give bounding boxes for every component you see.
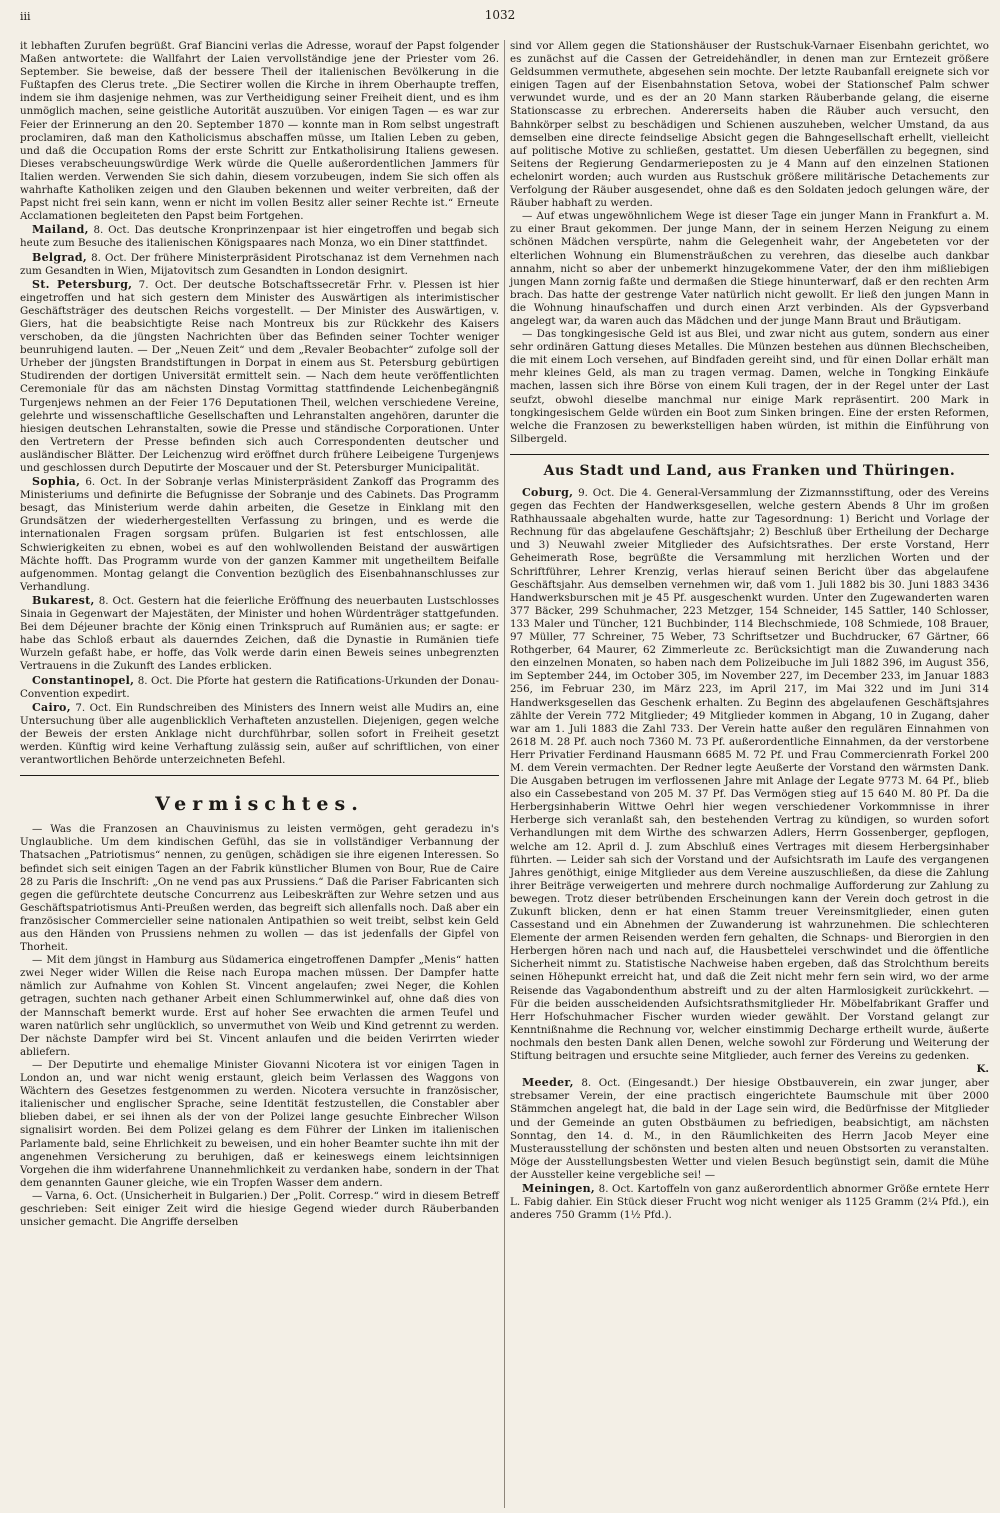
news-text: 8. Oct. Gestern hat die feierliche Eröffnung des neuerbauten Lustschlosses Sinaia in Gegenwart der Majestäten, der Minister und hohen Würdenträger stattgefunden. Bei dem Déjeuner brachte der König einen Trinkspruch auf Rumänien aus; er sagte: er habe das Schloß erbaut als dauerndes Zeichen, daß die Dynastie in Rumänien tiefe Wurzeln gefaßt habe, er hoffe, das Volk werde darin einen Beweis seines unbegrenzten Vertrauens in die Zukunft des Landes erblicken. <box>20 594 499 673</box>
news-text: 6. Oct. In der Sobranje verlas Ministerpräsident Zankoff das Programm des Ministeriums und definirte die Befugnisse der Sobranje und des Cabinets. Das Programm besagt, das Ministerium werde dahin arbeiten, die Gesetze in Einklang mit den Grundsätzen der wiederhergestellten Verfassung zu bringen, und es werde die internationalen Fragen sorgsam prüfen. Bulgarien ist fest entschlossen, alle Schwierigkeiten zu ebnen, wobei es auf den wohlwollenden Beistand der auswärtigen Mächte hofft. Das Programm wurde von der ganzen Kammer mit ungetheiltem Beifalle aufgenommen. Montag gelangt die Convention bezüglich des Eisenbahnanschlusses zur Verhandlung. <box>20 476 499 593</box>
news-text: 8. Oct. (Eingesandt.) Der hiesige Obstbauverein, ein zwar junger, aber strebsamer Verein, der eine practisch eingerichtete Baumschule mit über 2000 Stämmchen angelegt hat, die bald in der Lage sein wird, die Bedürfnisse der Mitglieder und der Gemeinde an guten Obstbäumen zu befriedigen, beabsichtigt, am nächsten Sonntag, den 14. d. M., in den Räumlichkeiten des Herrn Jacob Meyer eine Musterausstellung der schönsten und besten alten und neuen Obstsorten zu veranstalten. Möge der Ausstellungsbesten Wetter und vielen Besuch begünstigt sein, damit die Mühe der Aussteller keine vergebliche sei! — <box>510 1077 989 1181</box>
news-text: 8. Oct. Das deutsche Kronprinzenpaar ist hier eingetroffen und begab sich heute zum Besuche des italienischen Königspaares nach Monza, wo ein Diner stattfindet. <box>20 224 499 250</box>
dateline-place: Belgrad, <box>32 250 88 264</box>
dateline-place: Mailand, <box>32 223 89 237</box>
header-mark: iii <box>20 10 31 23</box>
local-news-item <box>510 1076 989 1182</box>
section-title-stadt-und-land: Aus Stadt und Land, aus Franken und Thüringen. <box>543 462 956 479</box>
local-news-item <box>510 486 989 1063</box>
vermischtes-item: — Der Deputirte und ehemalige Minister Giovanni Nicotera ist vor einigen Tagen in London an, und war nicht wenig erstaunt, gleich beim Verlassen des Waggons von Wächtern des Gesetzes festgenommen zu werden. Nicotera versuchte in französischer, italienischer und englischer Sprache, seine Identität festzustellen, die Constabler aber blieben dabei, er sei ihnen als der von der Polizei lange gesuchte Einbrecher Wilson signalisirt worden. Bei dem Polizei gelang es dem Führer der Linken im italienischen Parlamente bald, seine Ehrlichkeit zu beweisen, und ein hoher Beamter suchte ihn mit der angenehmen Versicherung zu beruhigen, daß er keineswegs einem leichtsinnigen Vorgehen die ihm widerfahrene Unannehmlichkeit zu verdanken habe, sondern in der That dem genannten Gauner gleiche, wie ein Tropfen Wasser dem andern. <box>20 1058 499 1189</box>
news-text: 7. Oct. Ein Rundschreiben des Ministers des Innern weist alle Mudirs an, eine Untersuchung über alle augenblicklich Verhafteten anzustellen. Diejenigen, gegen welche der Beweis der ersten Anklage nicht durchführbar, sollen sofort in Freiheit gesetzt werden. Künftig wird keine Verhaftung zulässig sein, außer auf schriftlichen, von einer verantwortlichen Behörde unterzeichneten Befehl. <box>20 701 500 767</box>
news-item <box>20 674 499 701</box>
local-news-item <box>510 1182 989 1222</box>
news-text: 7. Oct. Der deutsche Botschaftssecretär Frhr. v. Plessen ist hier eingetroffen und hat sich gestern dem Minister des Auswärtigen als interimistischer Geschäftsträger des deutschen Reichs vorgestellt. — Der Minister des Auswärtigen, v. Giers, hat die beabsichtigte Reise nach Montreux bis zur Rückkehr des Kaisers verschoben, da die jüngsten Nachrichten über das Befinden seiner Tochter weniger beunruhigend lauten. — Der „Neuen Zeit“ und dem „Revaler Beobachter“ zufolge soll der Urheber der jüngsten Brandstiftungen in Dorpat in einem aus St. Petersburg gebürtigen Studirenden der dortigen Universität ermittelt sein. — Nach dem heute veröffentlichten Ceremoniale für das am nächsten Dinstag Vormittag stattfindende Leichenbegängniß Turgenjews nehmen an der Feier 176 Deputationen Theil, welchen verschiedene Vereine, gelehrte und wissenschaftliche Gesellschaften und Lehranstalten angehören, darunter die hiesigen deutschen Lehranstalten, sowie die Presse und ständische Corporationen. Unter den Vertretern der Presse befinden sich auch Correspondenten deutscher und ausländischer Blätter. Der Leichenzug wird eröffnet durch frühere Leibeigene Turgenjews und geschlossen durch Deputirte der Moscauer und der St. Petersburger Municipalität. <box>20 278 499 474</box>
dateline-place: Sophia, <box>32 475 81 489</box>
dateline-place: St. Petersburg, <box>32 277 133 291</box>
vermischtes-list <box>20 823 499 1229</box>
dateline-place: Meeder, <box>522 1076 574 1090</box>
section-divider <box>20 775 499 776</box>
continued-item: sind vor Allem gegen die Stationshäuser der Rustschuk-Varnaer Eisenbahn gerichtet, wo es zunächst auf die Cassen der Getreidehändler, in denen man zur Erntezeit größere Geldsummen vermuthete, abgesehen sein mochte. Der letzte Raubanfall ereignete sich vor einigen Tagen auf der Eisenbahnstation Setova, wobei der Stationschef Palm schwer verwundet wurde, und es der an 20 Mann starken Räuberbande gelang, die eiserne Stationscasse zu erbrechen. Andererseits haben die Räuber auch versucht, den Bahnkörper selbst zu beschädigen und Schienen auszuheben, welcher Umstand, da aus demselben eine directe feindselige Absicht gegen die Bahngesellschaft erhellt, vielleicht auf politische Motive zu schließen, gestattet. Um diesen Ueberfällen zu begegnen, sind Seitens der Regierung Gendarmerieposten zu je 4 Mann auf den einzelnen Stationen echelonirt worden; auch wurden aus Rustschuk größere militärische Detachements zur Verfolgung der Räuber ausgesendet, ohne daß es den Soldaten jedoch gelungen wäre, der Räuber habhaft zu werden. <box>510 40 989 210</box>
continued-articles <box>510 40 989 446</box>
vermischtes-item: — Mit dem jüngst in Hamburg aus Südamerica eingetroffenen Dampfer „Menis“ hatten zwei Neger wider Willen die Reise nach Europa machen müssen. Der Dampfer hatte nämlich zur Aufnahme von Kohlen St. Vincent angelaufen; zwei Neger, die Kohlen getragen, suchten nach gethaner Arbeit einen Schlummerwinkel auf, ohne daß dies von der Mannschaft bemerkt wurde. Erst auf hoher See erwachten die armen Teufel und waren natürlich sehr unglücklich, so unvermuthet von Weib und Kind getrennt zu werden. Der nächste Dampfer wird bei St. Vincent anlaufen und die beiden Verirrten wieder abliefern. <box>20 954 499 1058</box>
right-column <box>510 40 989 1222</box>
news-text: 8. Oct. Die Pforte hat gestern die Ratifications-Urkunden der Donau-Convention expedirt. <box>20 674 499 700</box>
dateline-place: Coburg, <box>522 486 574 499</box>
dateline-place: Bukarest, <box>32 593 95 607</box>
page-header <box>20 8 980 26</box>
dateline-place: Meiningen, <box>522 1181 596 1195</box>
vermischtes-item: — Was die Franzosen an Chauvinismus zu leisten vermögen, geht geradezu in's Unglaubliche. Um dem kindischen Gefühl, das sie in vollständiger Verbannung der Thatsachen „Patriotismus“ nennen, zu genügen, schädigen sie ihre eigenen Interessen. So befindet sich seit einigen Tagen an der Fabrik künstlicher Blumen von Bour, Rue de Caire 28 zu Paris die Inschrift: „On ne vend pas aux Prussiens.“ Daß die Pariser Fabricanten sich gegen die gefürchtete deutsche Concurrenz aus Leibeskräften zur Wehre setzen und aus Geschäftspatriotismus Anti-Preußen werden, das begreift sich allenfalls noch. Daß aber ein französischer Commercieller seine nationalen Antipathien so weit treibt, selbst kein Geld aus den Händen von Prussiens nehmen zu wollen — das ist jedenfalls der Gipfel von Thorheit. <box>20 823 499 954</box>
news-item <box>20 251 499 278</box>
news-list <box>20 223 499 767</box>
news-item <box>20 475 499 594</box>
news-item <box>20 701 499 767</box>
continued-item: — Das tongkingesische Geld ist aus Blei, und zwar nicht aus gutem, sondern aus einer sehr ordinären Gattung dieses Metalles. Die Münzen bestehen aus dünnen Blechscheiben, die mit einem Loch versehen, auf Bindfaden gereiht sind, und für einen Dollar erhält man mehr kleines Geld, als man zu tragen vermag. Damen, welche in Tongking Einkäufe machen, lassen sich ihre Börse von einem Kuli tragen, der in der Regel unter der Last seufzt, obwohl dieselbe manchmal nur einige Mark repräsentirt. 200 Mark in tongkingesischem Gelde würden ein Boot zum Sinken bringen. Eine der ersten Reformen, welche die Franzosen zu bewerkstelligen haben würden, ist mithin die Einführung von Silbergeld. <box>510 328 989 445</box>
left-column <box>20 40 499 1229</box>
news-text: 9. Oct. Die 4. General-Versammlung der Zizmannsstiftung, oder des Vereins gegen das Fechten der Handwerksgesellen, welche gestern Abends 8 Uhr im großen Rathhaussaale abgehalten wurde, hatte zur Tagesordnung: 1) Bericht und Vorlage der Rechnung für das abgelaufene Geschäftsjahr; 2) Beschluß über Ertheilung der Decharge und 3) Neuwahl zweier Mitglieder des Aufsichtsrathes. Der erste Vorstand, Herr Geheimerath Rose, begrüßte die Versammlung mit herzlichen Worten und der Schriftführer, Lehrer Krenzig, verlas hierauf seinen Bericht über das abgelaufene Geschäftsjahr. Aus demselben vernehmen wir, daß vom 1. Juli 1882 bis 30. Juni 1883 3436 Handwerksburschen mit je 45 Pf. ausgeschenkt wurden. Unter den Zugewanderten waren 377 Bäcker, 299 Schuhmacher, 223 Metzger, 154 Schneider, 145 Sattler, 140 Schlosser, 133 Maler und Tüncher, 121 Buchbinder, 114 Blechschmiede, 108 Schmiede, 108 Brauer, 97 Müller, 77 Schreiner, 75 Weber, 73 Schriftsetzer und Buchdrucker, 67 Gärtner, 66 Rothgerber, 64 Maurer, 62 Zimmerleute zc. Berücksichtigt man die Zuwanderung nach den einzelnen Monaten, so haben nach dem Polizeibuche im Juli 1882 396, im August 356, im September 244, im October 305, im November 227, im December 233, im Januar 1883 256, im Februar 230, im März 223, im April 217, im Mai 322 und im Juni 314 Handwerksgesellen das Geschenk erhalten. Zu Beginn des abgelaufenen Geschäftsjahres zählte der Verein 772 Mitglieder; 49 Mitglieder kommen in Abgang, 10 in Zugang, daher war am 1. Juli 1883 die Zahl 733. Der Verein hatte außer den regulären Einnahmen von 2618 M. 28 Pf. auch noch 7360 M. 73 Pf. außerordentliche Einnahmen, da der verstorbene Herr Privatier Ferdinand Hausmann 6685 M. 72 Pf. und Frau Commercienrath Forkel 200 M. dem Verein vermachten. Der Redner legte Aeußerte der Vorstand den wärmsten Dank. Die Ausgaben betrugen im verflossenen Jahre mit Anlage der Legate 9773 M. 64 Pf., blieb also ein Cassebestand von 205 M. 37 Pf. Das Vermögen stieg auf 15 640 M. 80 Pf. Da die Herbergsinhaberin Wittwe Oehrl hier wegen verschiedener Vorkommnisse in ihrer Herberge sich veranlaßt sah, den bestehenden Vertrag zu kündigen, so wurden sofort Verhandlungen mit dem Wirthe des schwarzen Adlers, Herrn Gossenberger, gepflogen, welche am 12. April d. J. zum Abschluß eines Vertrages mit diesem Herbergsinhaber führten. — Leider sah sich der Vorstand und der Aufsichtsrath im Laufe des vergangenen Jahres genöthigt, einige Mitglieder aus dem Vereine auszuschließen, da diese die Zahlung ihrer Beiträge verweigerten und mehrere durch nochmalige Aufforderung zur Zahlung zu bewegen. Trotz dieser betrübenden Erscheinungen kann der Verein doch getrost in die Zukunft blicken, denn er hat einen Stamm treuer Vereinsmitglieder, einen guten Cassestand und ein Abnehmen der Zuwanderung ist wahrzunehmen. Die schlechteren Elemente der armen Reisenden werden fern gehalten, die Schnaps- und Bierorgien in den Herbergen hören nach und nach auf, die Hausbettelei verschwindet und die öffentliche Sicherheit nimmt zu. Statistische Nachweise haben ergeben, daß das Strolchthum bereits seinen Höhepunkt erreicht hat, und daß die Zeit nicht mehr fern sein wird, wo der arme Reisende das Vagabondenthum abstreift und zu der alten Harmlosigkeit zurückkehrt. — Für die beiden ausscheidenden Aufsichtsrathsmitglieder Hr. Möbelfabrikant Graffer und Herr Hofschuhmacher Fischer wurden wieder gewählt. Der Vorstand gelangt zur Kenntnißnahme die Rechnung vor, welcher einstimmig Decharge ertheilt wurde, äußerte nochmals den besten Dank allen Denen, welche sowohl zur Förderung und Weiterung der Stiftung beitragen und ersuchte seine Mitglieder, auch ferner des Vereins zu gedenken. <box>510 487 989 1063</box>
dateline-place: Cairo, <box>32 700 71 714</box>
news-item <box>20 223 499 250</box>
section-divider <box>510 454 989 455</box>
author-signature: K. <box>976 1063 989 1076</box>
news-text: 8. Oct. Der frühere Ministerpräsident Pirotschanaz ist dem Vernehmen nach zum Gesandten in Wien, Mijatovitsch zum Gesandten in London designirt. <box>20 251 499 277</box>
column-divider <box>504 40 505 1508</box>
article-continuation: it lebhaften Zurufen begrüßt. Graf Biancini verlas die Adresse, worauf der Papst folgender Maßen antwortete: die Wallfahrt der Laien vervollständige jene der Priester vom 26. September. Sie beweise, daß der bessere Theil der italienischen Bevölkerung in die Fußtapfen des Clerus trete. „Die Sectirer wollen die Kirche in ihrem Oberhaupte treffen, indem sie ihm dasjenige nehmen, was zur Vertheidigung seiner Freiheit dient, und es ihm unmöglich machen, seine geistliche Autorität auszuüben. Vor einigen Tagen — es war zur Feier der Erinnerung an den 20. September 1870 — konnte man in Rom selbst ungestraft proclamiren, daß man den Katholicismus abschaffen müsse, um Italien Leben zu geben, und daß die Occupation Roms der erste Schritt zur Entkatholisirung Italiens gewesen. Dieses verabscheuungswürdige Werk würde die Quelle außerordentlichen Jammers für Italien werden. Verwenden Sie sich dahin, diesem vorzubeugen, indem Sie sich offen als wahrhafte Katholiken zeigen und den Glauben bekennen und weiter verbreiten, daß der Papst nicht frei sein kann, wenn er nicht im vollen Besitz aller seiner Rechte ist.“ Erneute Acclamationen begleiteten den Papst beim Fortgehen. <box>20 40 499 223</box>
section-title-vermischtes: Vermischtes. <box>155 793 364 816</box>
vermischtes-item: — Varna, 6. Oct. (Unsicherheit in Bulgarien.) Der „Polit. Corresp.“ wird in diesem Betreff geschrieben: Seit einiger Zeit wird die hiesige Gegend wieder durch Räuberbanden unsicher gemacht. Die Angriffe derselben <box>20 1189 499 1229</box>
news-item <box>20 278 499 475</box>
page-number: 1032 <box>484 8 516 22</box>
continued-item: — Auf etwas ungewöhnlichem Wege ist dieser Tage ein junger Mann in Frankfurt a. M. zu einer Braut gekommen. Der junge Mann, der in seinem Herzen Neigung zu einem schönen Mädchen verspürte, nahm die Gelegenheit wahr, der Angebeteten vor der elterlichen Wohnung ein Blumensträußchen zu verehren, das dieselbe auch dankbar annahm, nicht so aber der unbemerkt hinzugekommene Vater, der den ihm mißliebigen jungen Mann zornig faßte und dermaßen die Stiege hinunterwarf, daß er den rechten Arm brach. Das hatte der gestrenge Vater natürlich nicht gewollt. Er ließ den jungen Mann in die Wohnung hinaufschaffen und durch einen Arzt verbinden. Als der Gypsverband angelegt war, da waren auch das Mädchen und der junge Mann Braut und Bräutigam. <box>510 210 989 327</box>
news-text: 8. Oct. Kartoffeln von ganz außerordentlich abnormer Größe erntete Herr L. Fabig dahier. Ein Stück dieser Frucht wog nicht weniger als 1125 Gramm (2¼ Pfd.), ein anderes 750 Gramm (1½ Pfd.). <box>510 1182 989 1222</box>
news-item <box>20 594 499 674</box>
stadt-list <box>510 486 989 1222</box>
dateline-place: Constantinopel, <box>32 673 135 687</box>
